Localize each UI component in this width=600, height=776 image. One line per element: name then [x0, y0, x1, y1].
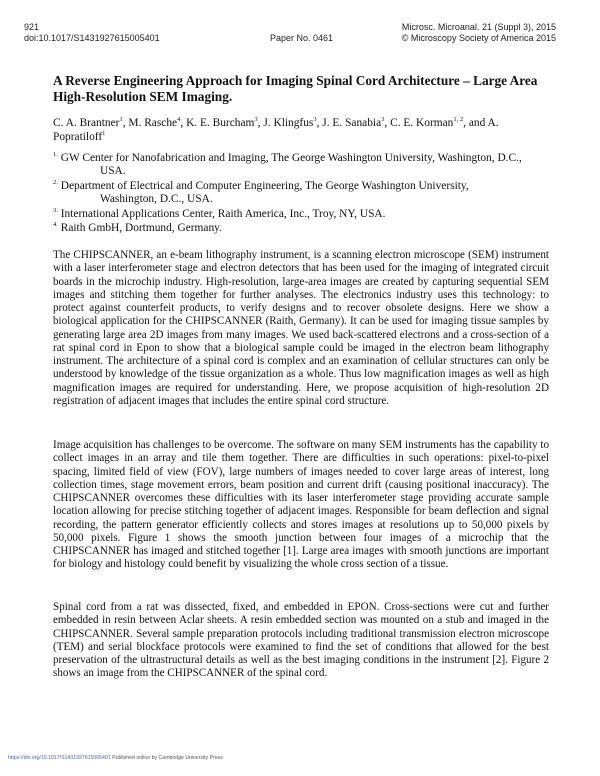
affiliation-number: 2.: [53, 179, 58, 187]
body-paragraph-2: Image acquisition has challenges to be overcome. The software on many SEM instruments has the capability to collect images in an array and tile them together. There are difficulties in such operations: pixel-to-pixel spacing, limited field of view (FOV), large numbers of images needed to cover large areas of interest, long collection times, stage movement errors, beam position and current drift (causing positional inaccuracy). The CHIPSCANNER overcomes these difficulties with its laser interferometer stage providing accurate sample location allowing for precise stitching together of adjacent images. Responsible for beam deflection and signal recording, the pattern generator efficiently collects and stores images at resolutions up to 50,000 pixels by 50,000 pixels. Figure 1 shows the smooth junction between four images of a microchip that the CHIPSCANNER has imaged and stitched together [1]. Large area images with smooth junctions are important for biology and histology could benefit by visualizing the whole cross section of a tissue.: [53, 439, 549, 571]
footer-publisher-note: Published online by Cambridge University Press: [110, 755, 223, 761]
affiliation-number: 4.: [53, 221, 58, 229]
copyright: © Microscopy Society of America 2015: [401, 33, 556, 43]
author-separator: ,: [257, 117, 264, 129]
affiliation-list: [53, 152, 558, 236]
affiliation-text: Department of Electrical and Computer Engineering, The George Washington University,: [60, 179, 469, 192]
page-footer: [8, 755, 223, 762]
affiliation-item: [53, 208, 558, 221]
author-separator: , and: [463, 117, 488, 129]
author-name: K. E. Burcham: [186, 117, 255, 129]
affiliation-number: 1.: [53, 151, 58, 159]
body-paragraph-3: Spinal cord from a rat was dissected, fixed, and embedded in EPON. Cross-sections were cut and further embedded in resin between Aclar sheets. A resin embedded section was mounted on a stub and imaged in the CHIPSCANNER. Several sample preparation protocols including traditional transmission electron microscope (TEM) and serial blockface protocols were examined to find the set of conditions that allowed for the best preservation of the ultrastructural details as well as the best imaging conditions in the instrument [2]. Figure 2 shows an image from the CHIPSCANNER of the spinal cord.: [53, 601, 549, 680]
journal-citation: Microsc. Microanal. 21 (Suppl 3), 2015: [401, 22, 556, 32]
page-header-right: [402, 22, 556, 44]
affiliation-item: [53, 222, 558, 235]
affiliation-continuation: Washington, D.C., USA.: [100, 193, 213, 206]
affiliation-continuation: USA.: [100, 165, 126, 178]
author-name: C. E. Korman: [390, 117, 454, 129]
affiliation-text: Raith GmbH, Dortmund, Germany.: [60, 222, 222, 235]
author-affiliation-mark: 1: [119, 116, 123, 124]
author-separator: ,: [316, 117, 323, 129]
footer-doi-link[interactable]: https://doi.org/10.1017/S1431927615005401: [8, 755, 111, 761]
affiliation-item: [53, 180, 558, 207]
page-number: 921: [24, 22, 40, 32]
author-affiliation-mark: 1: [102, 130, 106, 138]
author-list: [53, 116, 553, 144]
author-affiliation-mark: 3: [381, 116, 385, 124]
author-name: M. Rasche: [128, 117, 178, 129]
author-name: J. E. Sanabia: [322, 117, 382, 129]
author-affiliation-mark: 3: [254, 116, 258, 124]
affiliation-item: [53, 152, 558, 179]
page-header-left: [24, 22, 160, 44]
author-separator: ,: [122, 117, 129, 129]
author-name: A. Popratiloff: [53, 117, 499, 143]
affiliation-text: International Applications Center, Raith America, Inc., Troy, NY, USA.: [60, 207, 386, 220]
author-separator: ,: [180, 117, 187, 129]
author-affiliation-mark: 4: [177, 116, 181, 124]
doi[interactable]: doi:10.1017/S1431927615005401: [24, 33, 160, 43]
body-paragraph-1: The CHIPSCANNER, an e-beam lithography instrument, is a scanning electron microscope (SEM) instrument with a laser interferometer stage and electron detectors that has been used for the imaging of integrated circuit boards in the microchip industry. High-resolution, large-area images are created by capturing sequential SEM images and stitching them together for further analyses. The electronics industry uses this technology: to protect against counterfeit products, to verify designs and to recover obsolete designs. Here we show a biological application for the CHIPSCANNER (Raith, Germany). It can be used for imaging tissue samples by generating large area 2D images from many images. We used back-scattered electrons and a cross-section of a rat spinal cord in Epon to show that a biological sample could be imaged in the electron beam lithography instrument. The architecture of a spinal cord is complex and an examination of cellular structures can only be understood by knowledge of the tissue organization as a whole. Thus low magnification images as well as high magnification images are required for understanding. Here, we propose acquisition of high-resolution 2D registration of adjacent images that includes the entire spinal cord structure.: [53, 249, 549, 407]
author-name: J. Klingfus: [263, 117, 314, 129]
author-affiliation-mark: 3: [313, 116, 317, 124]
author-name: C. A. Brantner: [53, 117, 120, 129]
paper-number: Paper No. 0461: [270, 33, 334, 43]
author-separator: ,: [384, 117, 391, 129]
author-affiliation-mark: 1, 2: [453, 116, 464, 124]
affiliation-text: GW Center for Nanofabrication and Imaging, The George Washington University, Washington, D.C.,: [60, 152, 522, 164]
affiliation-number: 3.: [53, 206, 58, 214]
paper-title: A Reverse Engineering Approach for Imaging Spinal Cord Architecture – Large Area High-Resolution SEM Imaging.: [53, 73, 538, 104]
